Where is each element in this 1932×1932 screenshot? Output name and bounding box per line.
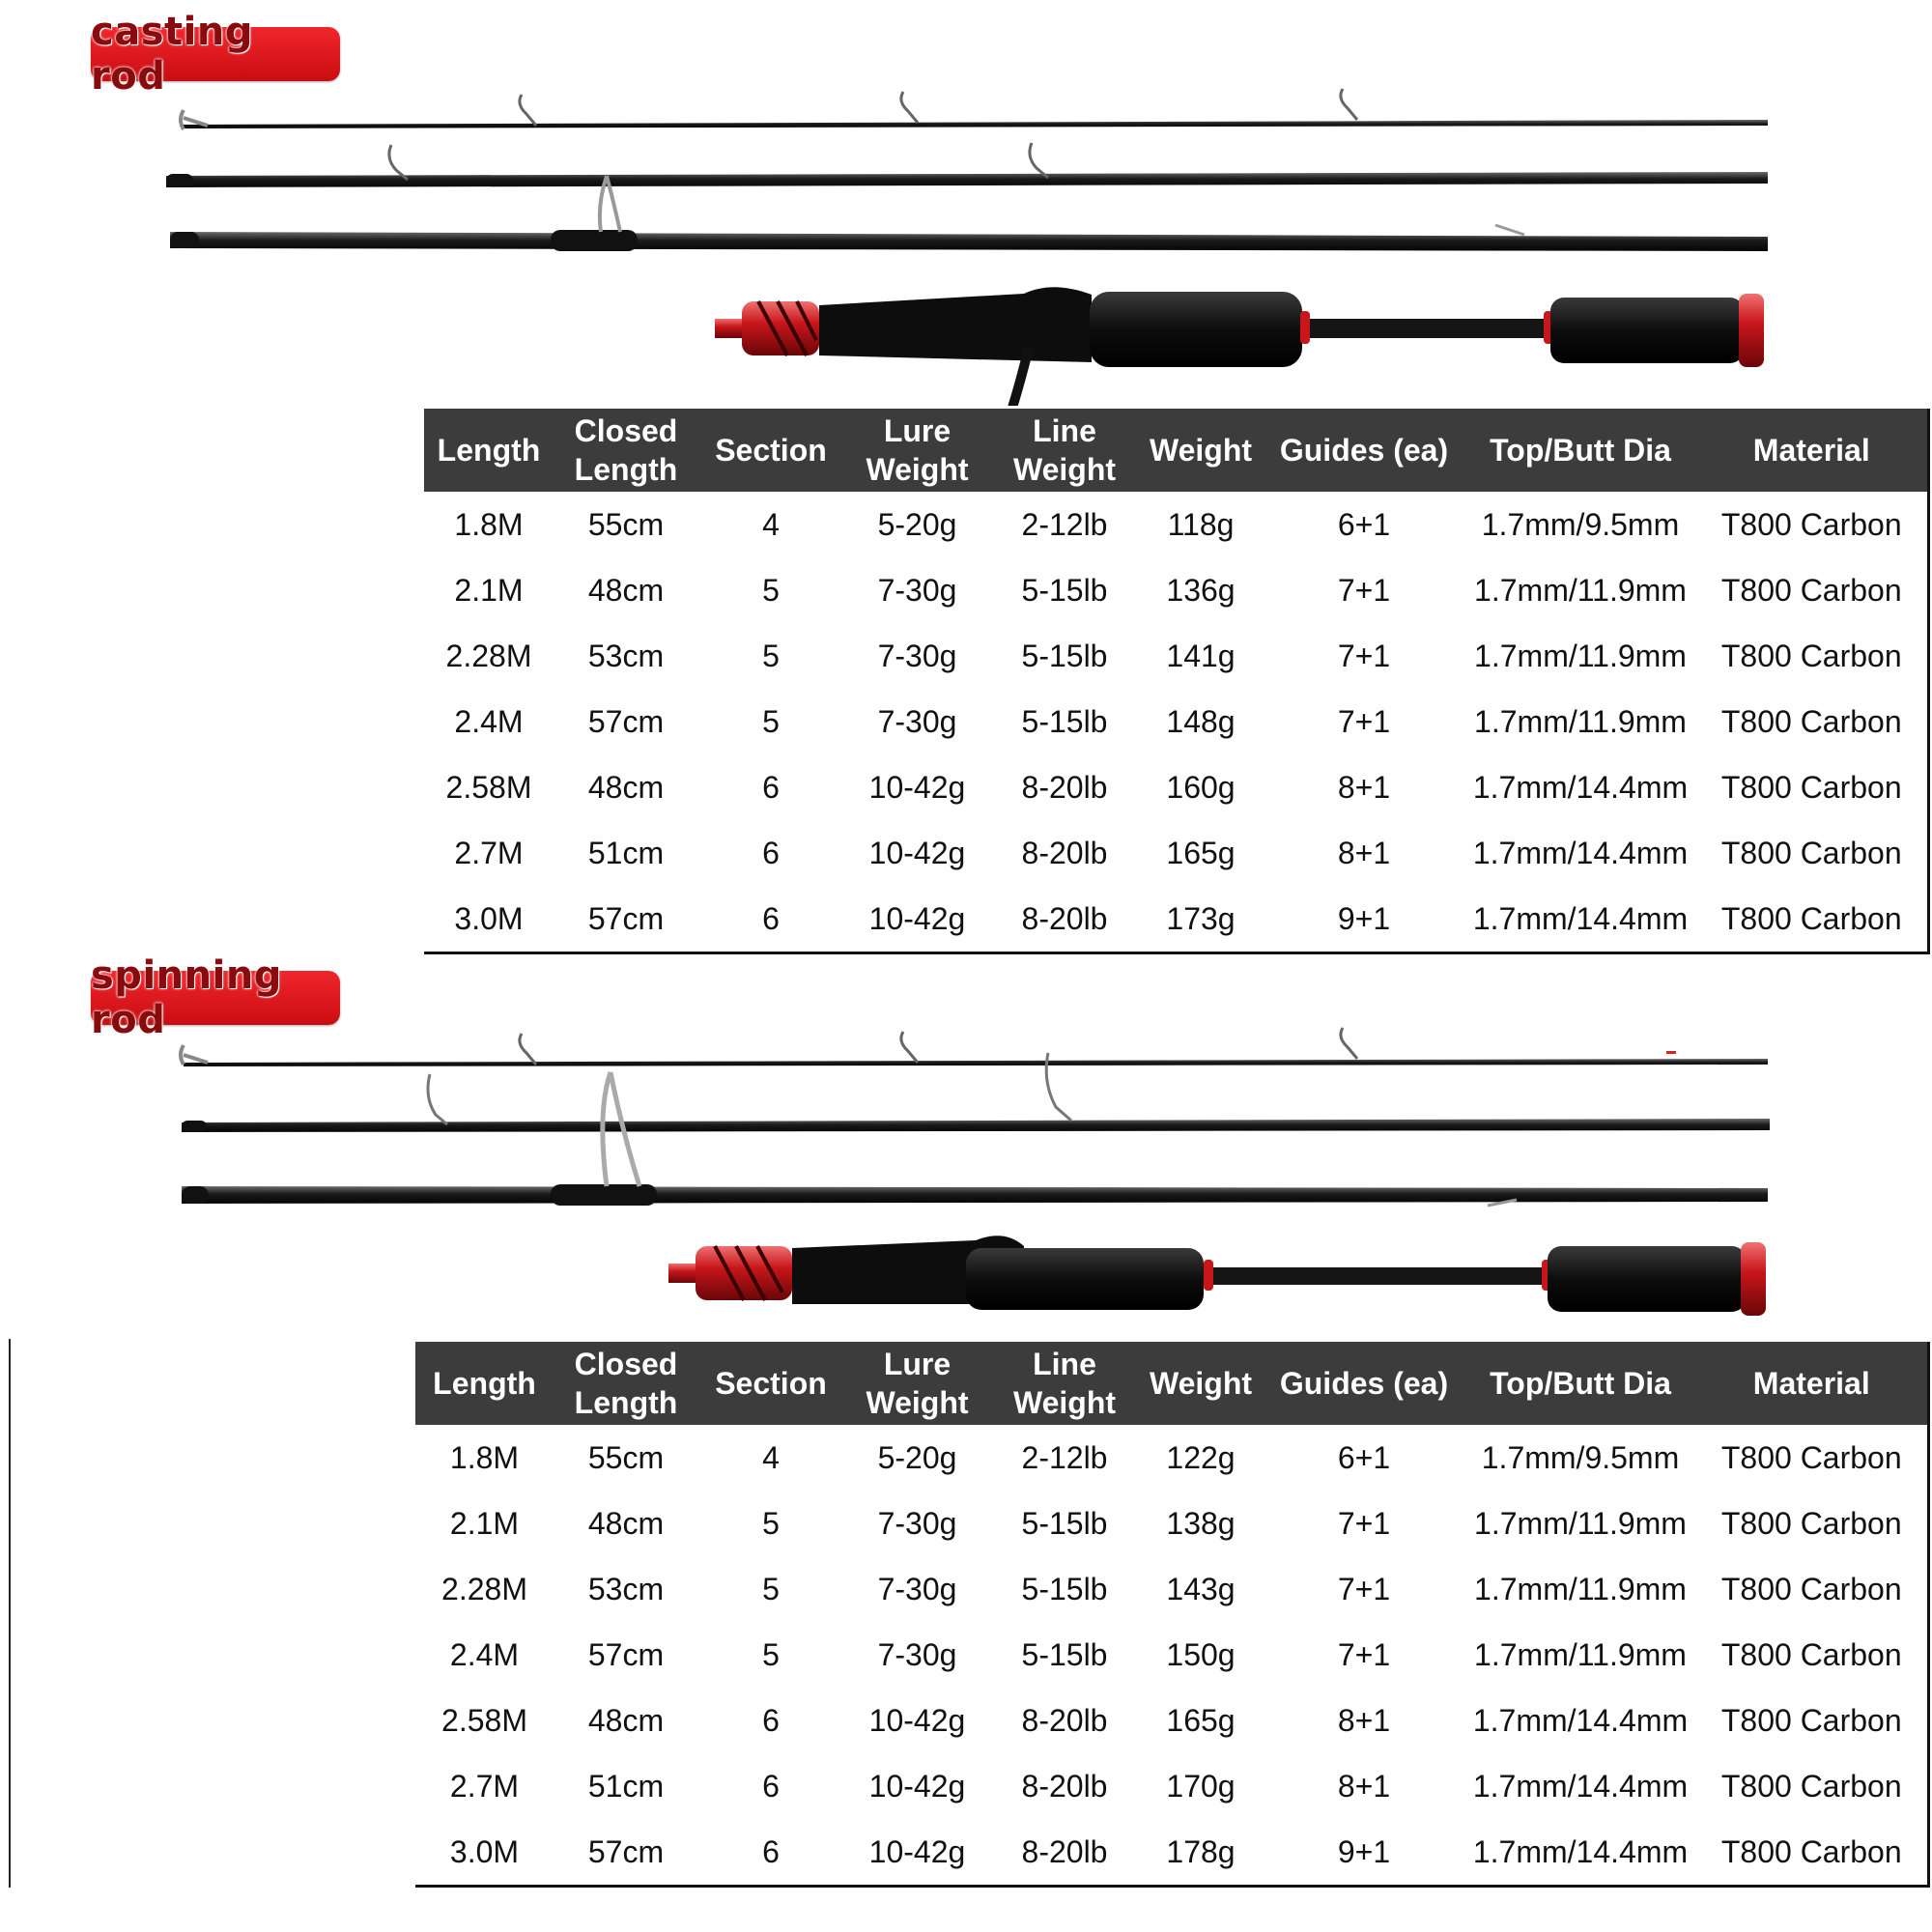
table-cell: 1.7mm/14.4mm <box>1472 835 1689 870</box>
table-cell: 8-20lb <box>1021 1768 1108 1804</box>
table-row <box>415 1425 1928 1491</box>
column-header: Guides (ea) <box>1264 409 1464 492</box>
table-cell: T800 Carbon <box>1696 1622 1928 1688</box>
table-cell: 2.1M <box>449 1505 520 1541</box>
table-cell: 136g <box>1166 572 1236 608</box>
table-cell: 1.8M <box>449 1439 520 1475</box>
table-row <box>424 492 1928 557</box>
tip-top-guide-icon <box>181 1045 208 1065</box>
table-cell: T800 Carbon <box>1696 1491 1928 1556</box>
column-header: Closed Length <box>554 1342 698 1425</box>
table-cell: 170g <box>1166 1768 1236 1804</box>
spinning-rod-badge <box>91 953 340 1042</box>
table-cell: 143g <box>1166 1571 1236 1606</box>
table-cell: 165g <box>1166 1702 1236 1738</box>
table-cell: 9+1 <box>1264 886 1464 953</box>
table-cell: 48cm <box>587 769 665 805</box>
table-cell: 8-20lb <box>1021 1702 1108 1738</box>
table-cell: 7-30g <box>877 703 957 739</box>
column-header: Line Weight <box>991 1342 1138 1425</box>
table-cell: 8+1 <box>1337 835 1391 870</box>
table-cell: 10-42g <box>868 1702 966 1738</box>
table-row <box>424 886 1928 953</box>
table-cell: 5-15lb <box>1021 638 1108 673</box>
table-cell: 1.7mm/14.4mm <box>1472 1702 1689 1738</box>
spinning-rod-badge-label: spinning rod <box>91 953 282 1042</box>
column-header: Material <box>1696 1342 1928 1425</box>
table-cell: T800 Carbon <box>1696 492 1928 557</box>
table-cell: 8+1 <box>1337 1702 1391 1738</box>
table-cell: 48cm <box>587 572 665 608</box>
table-cell: 7-30g <box>877 572 957 608</box>
table-cell: 1.7mm/11.9mm <box>1474 703 1687 739</box>
table-cell: 7+1 <box>1337 572 1391 608</box>
foam-grip-icon <box>966 1248 1204 1310</box>
table-cell: 6 <box>698 886 843 953</box>
foam-grip-icon <box>1550 298 1744 363</box>
column-header: Top/Butt Dia <box>1464 409 1696 492</box>
table-cell: 2-12lb <box>1021 506 1108 542</box>
column-header: Length <box>424 409 554 492</box>
table-cell: 8-20lb <box>991 1819 1138 1887</box>
foam-grip-icon <box>1548 1246 1746 1312</box>
table-cell: 57cm <box>554 886 698 953</box>
table-cell: 1.7mm/11.9mm <box>1474 572 1687 608</box>
rod-handle <box>668 1236 1766 1316</box>
table-cell: T800 Carbon <box>1696 886 1928 953</box>
line-guide-icon <box>520 89 1357 126</box>
table-cell: 10-42g <box>843 1819 991 1887</box>
table-cell: 55cm <box>587 1439 665 1475</box>
table-header-row <box>424 409 1928 492</box>
table-cell: 138g <box>1166 1505 1236 1541</box>
table-cell: 5-15lb <box>1021 1505 1108 1541</box>
rod-tip-section <box>181 1028 1768 1066</box>
table-cell: 173g <box>1138 886 1264 953</box>
table-cell: 8+1 <box>1337 769 1391 805</box>
table-cell: 1.7mm/14.4mm <box>1464 886 1696 953</box>
table-cell: 1.7mm/11.9mm <box>1474 1571 1687 1606</box>
table-cell: 48cm <box>587 1505 665 1541</box>
table-cell: 7+1 <box>1337 1505 1391 1541</box>
table-row <box>415 1819 1928 1887</box>
column-header: Length <box>415 1342 554 1425</box>
column-header: Weight <box>1138 409 1264 492</box>
table-cell: 9+1 <box>1264 1819 1464 1887</box>
table-cell: 1.7mm/9.5mm <box>1481 506 1680 542</box>
table-cell: 2.7M <box>454 835 524 870</box>
table-cell: 7+1 <box>1337 703 1391 739</box>
table-cell: 51cm <box>587 1768 665 1804</box>
table-row <box>415 1622 1928 1688</box>
table-cell: 5 <box>762 1505 780 1541</box>
table-cell: 2.7M <box>449 1768 520 1804</box>
table-cell: 6+1 <box>1337 1439 1391 1475</box>
divider-line <box>9 1339 11 1888</box>
table-cell: 1.7mm/11.9mm <box>1474 1505 1687 1541</box>
table-cell: 8-20lb <box>1021 769 1108 805</box>
table-cell: 5-15lb <box>1021 1636 1108 1672</box>
table-cell: 55cm <box>587 506 665 542</box>
table-cell: T800 Carbon <box>1696 689 1928 754</box>
rod-handle <box>715 287 1764 406</box>
table-cell: 5-15lb <box>1021 703 1108 739</box>
table-cell: T800 Carbon <box>1696 623 1928 689</box>
table-cell: 148g <box>1166 703 1236 739</box>
table-cell: 8+1 <box>1337 1768 1391 1804</box>
table-cell: 53cm <box>587 1571 665 1606</box>
table-cell: 1.7mm/11.9mm <box>1474 638 1687 673</box>
table-cell: 1.7mm/14.4mm <box>1464 1819 1696 1887</box>
table-cell: 2.28M <box>441 1571 527 1606</box>
rod-tip-section <box>181 89 1768 129</box>
table-cell: 3.0M <box>415 1819 554 1887</box>
table-cell: 4 <box>762 506 780 542</box>
casting-rod-badge-label: casting rod <box>91 10 253 99</box>
column-header: Weight <box>1138 1342 1264 1425</box>
reel-seat-icon <box>819 287 1092 362</box>
table-cell: 57cm <box>587 703 665 739</box>
table-cell: 53cm <box>587 638 665 673</box>
table-cell: 178g <box>1138 1819 1264 1887</box>
table-cell: 6 <box>698 1819 843 1887</box>
table-cell: 7-30g <box>877 1505 957 1541</box>
table-cell: 122g <box>1166 1439 1236 1475</box>
table-cell: 150g <box>1166 1636 1236 1672</box>
table-cell: 6 <box>762 835 780 870</box>
table-cell: 1.7mm/11.9mm <box>1474 1636 1687 1672</box>
foam-grip-icon <box>1090 292 1302 367</box>
table-cell: T800 Carbon <box>1696 1753 1928 1819</box>
table-cell: 5 <box>762 1571 780 1606</box>
table-cell: 118g <box>1167 506 1235 542</box>
table-cell: T800 Carbon <box>1696 1556 1928 1622</box>
table-cell: 2.4M <box>449 1636 520 1672</box>
table-cell: T800 Carbon <box>1696 1819 1928 1887</box>
table-cell: T800 Carbon <box>1696 1688 1928 1753</box>
column-header: Lure Weight <box>843 1342 991 1425</box>
column-header: Closed Length <box>554 409 698 492</box>
table-cell: 10-42g <box>868 769 966 805</box>
table-cell: 48cm <box>587 1702 665 1738</box>
table-cell: 51cm <box>587 835 665 870</box>
spinning-rod-image <box>0 1024 1932 1333</box>
table-cell: 5-20g <box>877 506 957 542</box>
casting-rod-spec-table <box>424 409 1930 954</box>
table-cell: T800 Carbon <box>1696 1425 1928 1491</box>
table-cell: 1.8M <box>454 506 524 542</box>
table-cell: 5 <box>762 703 780 739</box>
table-cell: 165g <box>1166 835 1236 870</box>
table-cell: 2.4M <box>454 703 524 739</box>
table-cell: T800 Carbon <box>1696 557 1928 623</box>
table-row <box>424 820 1928 886</box>
table-cell: 7+1 <box>1337 1636 1391 1672</box>
table-cell: 6 <box>762 769 780 805</box>
column-header: Section <box>698 1342 843 1425</box>
table-cell: 2.58M <box>441 1702 527 1738</box>
table-cell: 7-30g <box>877 1636 957 1672</box>
reel-seat-nut-icon <box>696 1246 792 1300</box>
table-row <box>424 754 1928 820</box>
table-cell: 5-15lb <box>1021 1571 1108 1606</box>
table-cell: 5 <box>762 572 780 608</box>
column-header: Lure Weight <box>843 409 991 492</box>
table-cell: 4 <box>762 1439 780 1475</box>
table-cell: 10-42g <box>868 1768 966 1804</box>
table-row <box>424 557 1928 623</box>
table-cell: 160g <box>1166 769 1236 805</box>
butt-cap-icon <box>1741 1242 1766 1316</box>
rod-butt-section <box>182 1072 1768 1206</box>
spinning-rod-spec-table <box>415 1342 1930 1888</box>
table-cell: 10-42g <box>843 886 991 953</box>
table-cell: 2.28M <box>445 638 532 673</box>
table-cell: 57cm <box>587 1636 665 1672</box>
table-cell: 7-30g <box>877 1571 957 1606</box>
column-header: Top/Butt Dia <box>1464 1342 1696 1425</box>
table-cell: 2-12lb <box>1021 1439 1108 1475</box>
table-cell: 6+1 <box>1337 506 1391 542</box>
table-row <box>415 1688 1928 1753</box>
table-cell: 7+1 <box>1337 1571 1391 1606</box>
table-cell: 2.1M <box>454 572 524 608</box>
table-header-row <box>415 1342 1928 1425</box>
column-header: Line Weight <box>991 409 1138 492</box>
table-cell: T800 Carbon <box>1696 754 1928 820</box>
table-cell: T800 Carbon <box>1696 820 1928 886</box>
table-cell: 8-20lb <box>991 886 1138 953</box>
rod-middle-section <box>166 143 1768 187</box>
table-cell: 8-20lb <box>1021 835 1108 870</box>
table-cell: 1.7mm/14.4mm <box>1472 769 1689 805</box>
table-cell: 2.58M <box>445 769 532 805</box>
column-header: Section <box>698 409 843 492</box>
column-header: Guides (ea) <box>1264 1342 1464 1425</box>
table-cell: 10-42g <box>868 835 966 870</box>
line-guide-icon <box>520 1028 1357 1065</box>
table-cell: 3.0M <box>424 886 554 953</box>
table-cell: 7+1 <box>1337 638 1391 673</box>
column-header: Material <box>1696 409 1928 492</box>
table-cell: 6 <box>762 1702 780 1738</box>
table-cell: 5 <box>762 1636 780 1672</box>
table-row <box>424 689 1928 754</box>
casting-rod-image <box>0 87 1932 406</box>
table-row <box>415 1491 1928 1556</box>
table-row <box>424 623 1928 689</box>
table-cell: 57cm <box>554 1819 698 1887</box>
rod-butt-section <box>170 176 1768 251</box>
table-cell: 141g <box>1166 638 1236 673</box>
table-cell: 5 <box>762 638 780 673</box>
table-cell: 1.7mm/9.5mm <box>1481 1439 1680 1475</box>
table-row <box>415 1556 1928 1622</box>
table-cell: 1.7mm/14.4mm <box>1472 1768 1689 1804</box>
casting-rod-badge <box>91 10 340 99</box>
butt-cap-icon <box>1739 294 1764 367</box>
table-cell: 5-15lb <box>1021 572 1108 608</box>
table-cell: 6 <box>762 1768 780 1804</box>
table-cell: 5-20g <box>877 1439 957 1475</box>
table-cell: 7-30g <box>877 638 957 673</box>
table-row <box>415 1753 1928 1819</box>
